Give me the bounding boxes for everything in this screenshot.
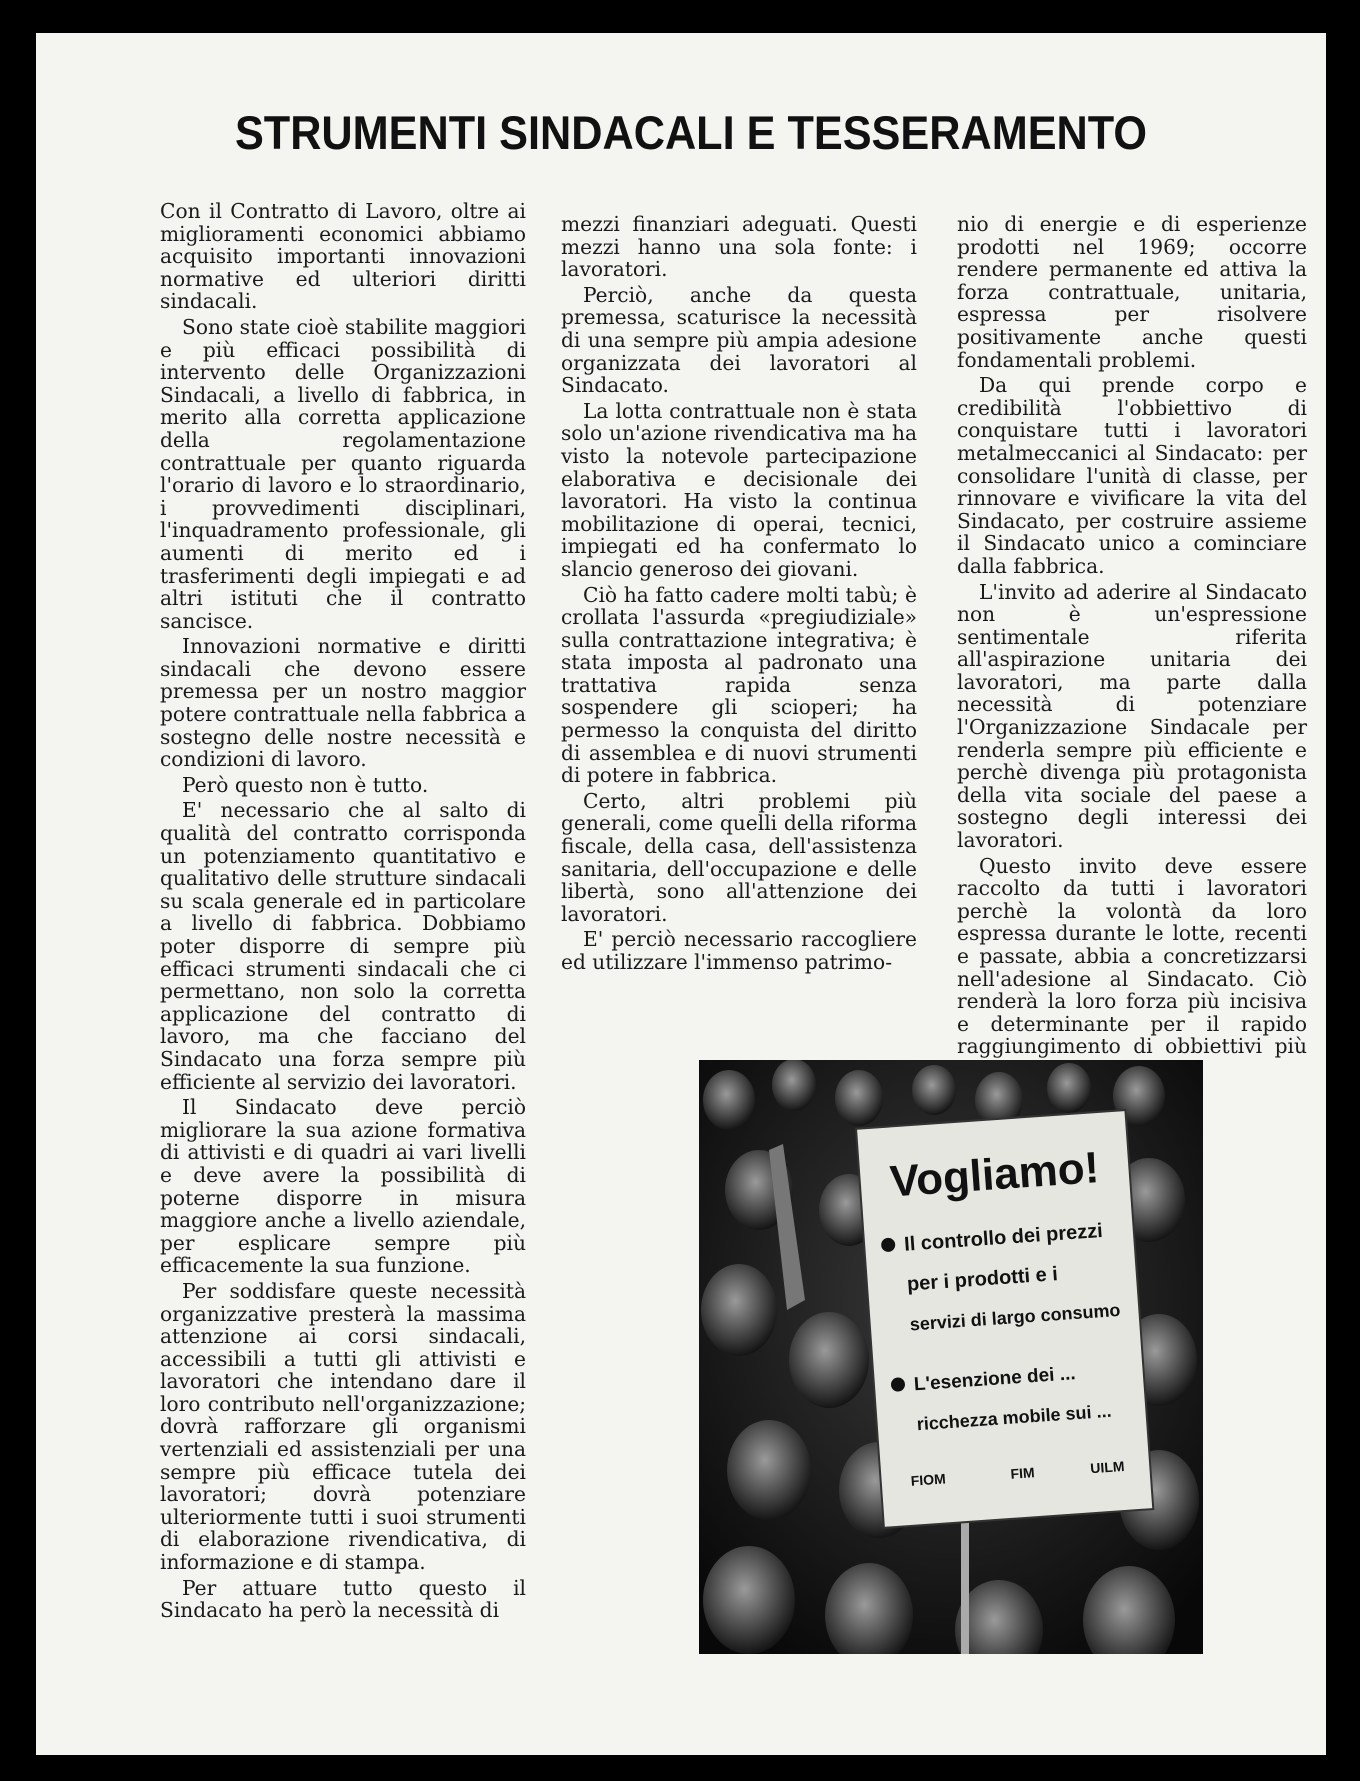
paragraph: Certo, altri problemi più generali, come quelli della riforma fiscale, della casa, dell'assistenza sanitaria, dell'occupazione e delle libertà, sono all'attenzione dei lavoratori. bbox=[561, 788, 917, 926]
paragraph: Sono state cioè stabilite maggiori e più efficaci possibilità di intervento delle Organizzazioni Sindacali, a livello di fabbrica, in merito alla corretta applicazione della regolamentazione contrattuale per quanto riguarda l'orario di lavoro e lo straordinario, i provvedimenti disciplinari, l'inquadramento professionale, gli aumenti di merito ed i trasferimenti degli impiegati e ad altri istituti che il contratto sancisce. bbox=[160, 314, 526, 633]
paragraph: La lotta contrattuale non è stata solo un'azione rivendicativa ma ha visto la notevole partecipazione elaborativa e decisionale dei lavoratori. Ha visto la continua mobilitazione di operai, tecnici, impiegati ed ha confermato lo slancio generoso dei giovani. bbox=[561, 398, 917, 581]
sign-line: Il controllo dei prezzi bbox=[903, 1219, 1104, 1256]
sign-footer-fim: FIM bbox=[1009, 1464, 1036, 1482]
sign-line: per i prodotti e i bbox=[906, 1263, 1059, 1296]
sign-line: servizi di largo consumo bbox=[909, 1299, 1122, 1335]
paragraph: Per soddisfare queste necessità organizzative presterà la massima attenzione ai corsi sindacali, accessibili a tutti gli attivisti e lavoratori che intendano dare il loro contributo nell'organizzazione; dovrà rafforzare gli organismi vertenziali ed assistenziali per una sempre più efficace tutela dei lavoratori; dovrà potenziare ulteriormente tutti i suoi strumenti di elaborazione rivendicativa, di informazione e di stampa. bbox=[160, 1278, 526, 1575]
text-column-2 bbox=[561, 213, 917, 977]
paragraph: Ciò ha fatto cadere molti tabù; è crollata l'assurda «pregiudiziale» sulla contrattazione integrativa; è stata imposta al padronato una trattativa rapida senza sospendere gli scioperi; ha permesso la conquista del diritto di assemblea e di nuovi strumenti di potere in fabbrica. bbox=[561, 582, 917, 788]
paragraph: Il Sindacato deve perciò migliorare la sua azione formativa di attivisti e di quadri ai vari livelli e deve avere la possibilità di poterne disporre in misura maggiore anche a livello aziendale, per esplicare sempre più efficacemente la sua funzione. bbox=[160, 1095, 526, 1278]
paragraph: Però questo non è tutto. bbox=[182, 772, 429, 797]
magazine-page bbox=[36, 33, 1326, 1755]
sign-line: L'esenzione dei ... bbox=[913, 1363, 1077, 1396]
paragraph: Questo invito deve essere raccolto da tutti i lavoratori perchè la volontà da loro espressa durante le lotte, recenti e passate, abbia a concretizzarsi nell'adesione al Sindacato. Ciò renderà la loro forza più incisiva e determinante per il rapido raggiungimento di obbiettivi più bbox=[957, 853, 1307, 1059]
protest-photo bbox=[699, 1060, 1203, 1654]
paragraph: Perciò, anche da questa premessa, scaturisce la necessità di una sempre più ampia adesione organizzata dei lavoratori al Sindacato. bbox=[561, 282, 917, 398]
text-column-3 bbox=[957, 213, 1307, 1084]
paragraph: Innovazioni normative e diritti sindacali che devono essere premessa per un nostro maggior potere contrattuale nella fabbrica a sostegno delle nostre necessità e condizioni di lavoro. bbox=[160, 634, 526, 772]
sign-heading: Vogliamo! bbox=[888, 1143, 1101, 1207]
paragraph: nio di energie e di esperienze prodotti nel 1969; occorre rendere permanente ed attiva la forza contrattuale, unitaria, espressa per risolvere positivamente anche questi fondamentali problemi. bbox=[957, 212, 1307, 372]
sign-footer-fiom: FIOM bbox=[910, 1470, 947, 1489]
paragraph: Da qui prende corpo e credibilità l'obbiettivo di conquistare tutti i lavoratori metalmeccanici al Sindacato: per consolidare l'unità di classe, per rinnovare e vivificare la vita del Sindacato, per costruire assieme il Sindacato unico a cominciare dalla fabbrica. bbox=[957, 373, 1307, 578]
text-column-1 bbox=[160, 200, 526, 1625]
sign-line: ricchezza mobile sui ... bbox=[916, 1400, 1113, 1435]
page-title: STRUMENTI SINDACALI E TESSERAMENTO bbox=[234, 106, 1148, 159]
paragraph: mezzi finanziari adeguati. Questi mezzi hanno una sola fonte: i lavoratori. bbox=[561, 212, 917, 282]
paragraph: E' necessario che al salto di qualità del contratto corrisponda un potenziamento quantitativo e qualitativo delle strutture sindacali su scala generale ed in particolare a livello di fabbrica. Dobbiamo poter disporre di sempre più efficaci strumenti sindacali che ci permettano, non solo la corretta applicazione del contratto di lavoro, ma che facciano del Sindacato una forza sempre più efficiente al servizio dei lavoratori. bbox=[160, 798, 526, 1094]
sign-footer-uilm: UILM bbox=[1089, 1457, 1125, 1477]
paragraph: L'invito ad aderire al Sindacato non è un'espressione sentimentale riferita all'aspirazione unitaria dei lavoratori, ma parte dalla necessità di potenziare l'Organizzazione Sindacale per renderla sempre più efficiente e perchè divenga più protagonista della vita sociale del paese a sostegno degli interessi dei lavoratori. bbox=[957, 579, 1307, 853]
paragraph: Per attuare tutto questo il Sindacato ha però la necessità di bbox=[160, 1575, 526, 1623]
protest-sign bbox=[856, 1110, 1153, 1528]
paragraph: Con il Contratto di Lavoro, oltre ai miglioramenti economici abbiamo acquisito importanti innovazioni normative ed ulteriori diritti sindacali. bbox=[160, 199, 526, 314]
paragraph: E' perciò necessario raccogliere ed utilizzare l'immenso patrimo- bbox=[561, 927, 917, 974]
